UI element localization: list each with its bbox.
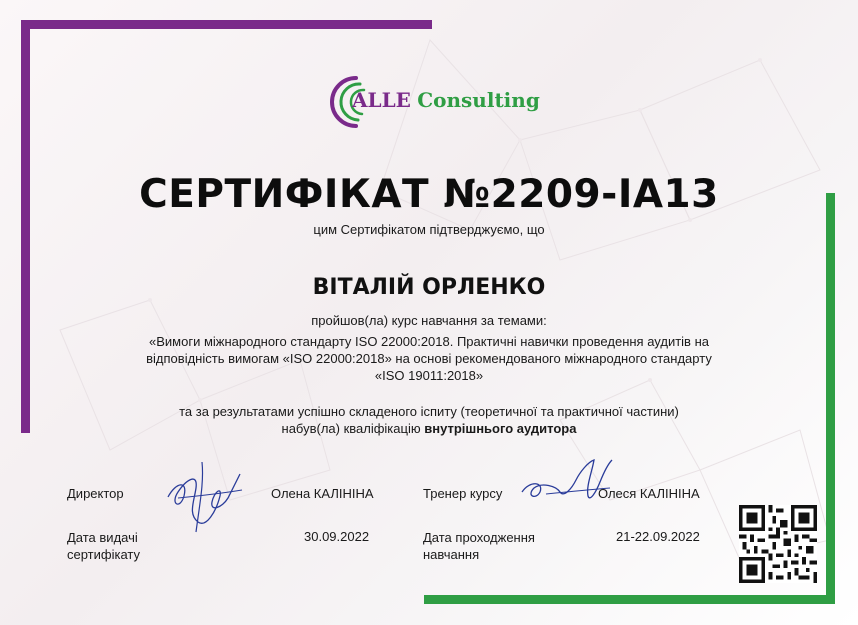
- recipient-name: ВІТАЛІЙ ОРЛЕНКО: [312, 275, 546, 300]
- confirm-line: цим Сертифікатом підтверджуємо, що: [313, 222, 545, 237]
- course-topic: «Вимоги міжнародного стандарту ISO 22000:2018. Практичні навички проведення аудитів на відповідність вимогам «ISO 22000:2018» на основі рекомендованого міжнародного стандарту «ISO 19011:2018»: [146, 334, 712, 383]
- trainer-signature: [516, 452, 616, 512]
- director-name: Олена КАЛІНІНА: [271, 486, 374, 501]
- qualification-value: внутрішнього аудитора: [424, 421, 577, 436]
- issue-date-label: Дата видачі сертифікату: [67, 530, 140, 562]
- certificate-title: СЕРТИФІКАТ №2209-ІА13: [139, 172, 719, 217]
- issue-date: 30.09.2022: [304, 529, 370, 544]
- qualification-prefix: набув(ла) кваліфікацію: [281, 421, 425, 436]
- logo-suffix: Consulting: [417, 88, 540, 112]
- frame-green-bottom: [424, 595, 835, 604]
- director-label: Директор: [67, 486, 124, 501]
- logo-text: [352, 88, 540, 112]
- qr-code-icon: [739, 505, 817, 583]
- training-date-label: Дата проходження навчання: [423, 530, 535, 562]
- logo-brand: ALLE: [352, 88, 411, 112]
- trainer-label: Тренер курсу: [423, 486, 503, 501]
- frame-purple-top: [21, 20, 432, 29]
- course-intro: пройшов(ла) курс навчання за темами:: [311, 313, 547, 328]
- frame-green-right: [826, 193, 835, 603]
- exam-line: та за результатами успішно складеного іспиту (теоретичної та практичної частини): [179, 404, 679, 419]
- trainer-name: Олеся КАЛІНІНА: [598, 486, 700, 501]
- training-dates: 21-22.09.2022: [616, 529, 700, 544]
- qualification-line: [0, 421, 858, 436]
